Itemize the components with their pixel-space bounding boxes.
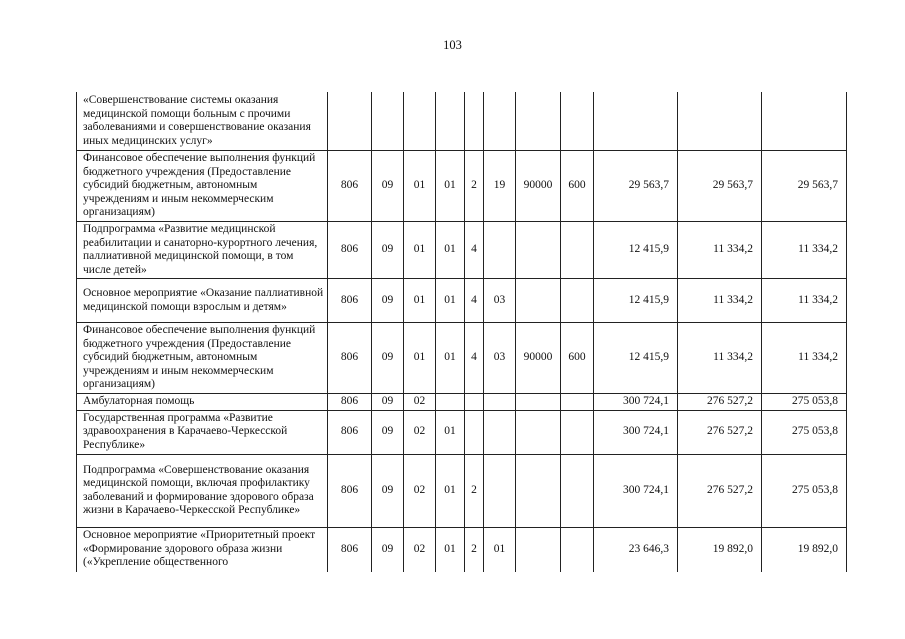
subprogram-code: 4 bbox=[465, 279, 484, 323]
subsection-code: 02 bbox=[404, 394, 436, 411]
section-code: 09 bbox=[372, 394, 404, 411]
event-code: 19 bbox=[484, 151, 516, 222]
event-code: 03 bbox=[484, 279, 516, 323]
direction-code bbox=[516, 279, 561, 323]
subprogram-code: 2 bbox=[465, 527, 484, 572]
program-code: 01 bbox=[436, 527, 465, 572]
row-name: Основное мероприятие «Оказание паллиативной медицинской помощи взрослым и детям» bbox=[77, 279, 328, 323]
event-code bbox=[484, 394, 516, 411]
sum-3: 275 053,8 bbox=[762, 410, 847, 454]
program-code: 01 bbox=[436, 454, 465, 527]
table-row bbox=[77, 527, 847, 572]
direction-code: 90000 bbox=[516, 323, 561, 394]
sum-2: 276 527,2 bbox=[678, 394, 762, 411]
subsection-code: 02 bbox=[404, 410, 436, 454]
expense-type-code bbox=[561, 454, 594, 527]
subsection-code: 02 bbox=[404, 527, 436, 572]
event-code bbox=[484, 410, 516, 454]
sum-3 bbox=[762, 92, 847, 151]
sum-2: 276 527,2 bbox=[678, 410, 762, 454]
subprogram-code: 2 bbox=[465, 151, 484, 222]
table-row bbox=[77, 394, 847, 411]
program-code: 01 bbox=[436, 151, 465, 222]
section-code: 09 bbox=[372, 151, 404, 222]
program-code: 01 bbox=[436, 279, 465, 323]
row-name: Государственная программа «Развитие здравоохранения в Карачаево-Черкесской Республике» bbox=[77, 410, 328, 454]
row-name: Основное мероприятие «Приоритетный проект «Формирование здорового образа жизни («Укрепление общественного bbox=[77, 527, 328, 572]
direction-code bbox=[516, 222, 561, 279]
section-code: 09 bbox=[372, 454, 404, 527]
subsection-code: 02 bbox=[404, 454, 436, 527]
direction-code bbox=[516, 527, 561, 572]
sum-2: 11 334,2 bbox=[678, 323, 762, 394]
sum-3: 11 334,2 bbox=[762, 222, 847, 279]
sum-1: 12 415,9 bbox=[594, 222, 678, 279]
admin-code: 806 bbox=[328, 527, 372, 572]
admin-code bbox=[328, 92, 372, 151]
expense-type-code bbox=[561, 410, 594, 454]
subprogram-code bbox=[465, 410, 484, 454]
row-name: «Совершенствование системы оказания медицинской помощи больным с прочими заболеваниями и совершенствование оказания иных медицинских услуг» bbox=[77, 92, 328, 151]
program-code bbox=[436, 394, 465, 411]
expense-type-code bbox=[561, 394, 594, 411]
table-row bbox=[77, 222, 847, 279]
admin-code: 806 bbox=[328, 454, 372, 527]
budget-table bbox=[76, 92, 847, 572]
sum-3: 275 053,8 bbox=[762, 394, 847, 411]
sum-3: 275 053,8 bbox=[762, 454, 847, 527]
event-code bbox=[484, 454, 516, 527]
sum-1: 29 563,7 bbox=[594, 151, 678, 222]
sum-2 bbox=[678, 92, 762, 151]
table-row bbox=[77, 323, 847, 394]
subsection-code bbox=[404, 92, 436, 151]
section-code: 09 bbox=[372, 222, 404, 279]
sum-3: 29 563,7 bbox=[762, 151, 847, 222]
subsection-code: 01 bbox=[404, 323, 436, 394]
subprogram-code bbox=[465, 394, 484, 411]
sum-2: 11 334,2 bbox=[678, 279, 762, 323]
event-code: 01 bbox=[484, 527, 516, 572]
section-code bbox=[372, 92, 404, 151]
subsection-code: 01 bbox=[404, 279, 436, 323]
sum-2: 29 563,7 bbox=[678, 151, 762, 222]
expense-type-code: 600 bbox=[561, 323, 594, 394]
sum-1: 300 724,1 bbox=[594, 454, 678, 527]
direction-code bbox=[516, 410, 561, 454]
subprogram-code bbox=[465, 92, 484, 151]
admin-code: 806 bbox=[328, 394, 372, 411]
admin-code: 806 bbox=[328, 222, 372, 279]
sum-1: 300 724,1 bbox=[594, 394, 678, 411]
row-name: Подпрограмма «Совершенствование оказания медицинской помощи, включая профилактику заболеваний и формирование здорового образа жизни в Карачаево-Черкесской Республике» bbox=[77, 454, 328, 527]
table-row bbox=[77, 454, 847, 527]
table-row bbox=[77, 151, 847, 222]
subsection-code: 01 bbox=[404, 151, 436, 222]
sum-3: 11 334,2 bbox=[762, 279, 847, 323]
section-code: 09 bbox=[372, 410, 404, 454]
program-code: 01 bbox=[436, 410, 465, 454]
row-name: Подпрограмма «Развитие медицинской реабилитации и санаторно-курортного лечения, паллиативной медицинской помощи, в том числе детей» bbox=[77, 222, 328, 279]
table-body bbox=[77, 92, 847, 572]
sum-1 bbox=[594, 92, 678, 151]
admin-code: 806 bbox=[328, 279, 372, 323]
section-code: 09 bbox=[372, 323, 404, 394]
sum-2: 276 527,2 bbox=[678, 454, 762, 527]
section-code: 09 bbox=[372, 279, 404, 323]
expense-type-code bbox=[561, 92, 594, 151]
sum-1: 12 415,9 bbox=[594, 323, 678, 394]
expense-type-code bbox=[561, 527, 594, 572]
page-number: 103 bbox=[443, 38, 462, 52]
subprogram-code: 4 bbox=[465, 323, 484, 394]
sum-1: 23 646,3 bbox=[594, 527, 678, 572]
sum-1: 300 724,1 bbox=[594, 410, 678, 454]
table-row bbox=[77, 410, 847, 454]
direction-code: 90000 bbox=[516, 151, 561, 222]
direction-code bbox=[516, 92, 561, 151]
expense-type-code bbox=[561, 222, 594, 279]
row-name: Финансовое обеспечение выполнения функций бюджетного учреждения (Предоставление субсидий бюджетным, автономным учреждениям и иным некоммерческим организациям) bbox=[77, 323, 328, 394]
sum-2: 19 892,0 bbox=[678, 527, 762, 572]
row-name: Финансовое обеспечение выполнения функций бюджетного учреждения (Предоставление субсидий бюджетным, автономным учреждениям и иным некоммерческим организациям) bbox=[77, 151, 328, 222]
program-code bbox=[436, 92, 465, 151]
subsection-code: 01 bbox=[404, 222, 436, 279]
expense-type-code: 600 bbox=[561, 151, 594, 222]
event-code: 03 bbox=[484, 323, 516, 394]
direction-code bbox=[516, 394, 561, 411]
sum-1: 12 415,9 bbox=[594, 279, 678, 323]
admin-code: 806 bbox=[328, 410, 372, 454]
direction-code bbox=[516, 454, 561, 527]
program-code: 01 bbox=[436, 323, 465, 394]
table-row bbox=[77, 279, 847, 323]
subprogram-code: 4 bbox=[465, 222, 484, 279]
sum-3: 19 892,0 bbox=[762, 527, 847, 572]
program-code: 01 bbox=[436, 222, 465, 279]
sum-3: 11 334,2 bbox=[762, 323, 847, 394]
subprogram-code: 2 bbox=[465, 454, 484, 527]
event-code bbox=[484, 222, 516, 279]
expense-type-code bbox=[561, 279, 594, 323]
admin-code: 806 bbox=[328, 151, 372, 222]
row-name: Амбулаторная помощь bbox=[77, 394, 328, 411]
admin-code: 806 bbox=[328, 323, 372, 394]
sum-2: 11 334,2 bbox=[678, 222, 762, 279]
event-code bbox=[484, 92, 516, 151]
section-code: 09 bbox=[372, 527, 404, 572]
table-row bbox=[77, 92, 847, 151]
